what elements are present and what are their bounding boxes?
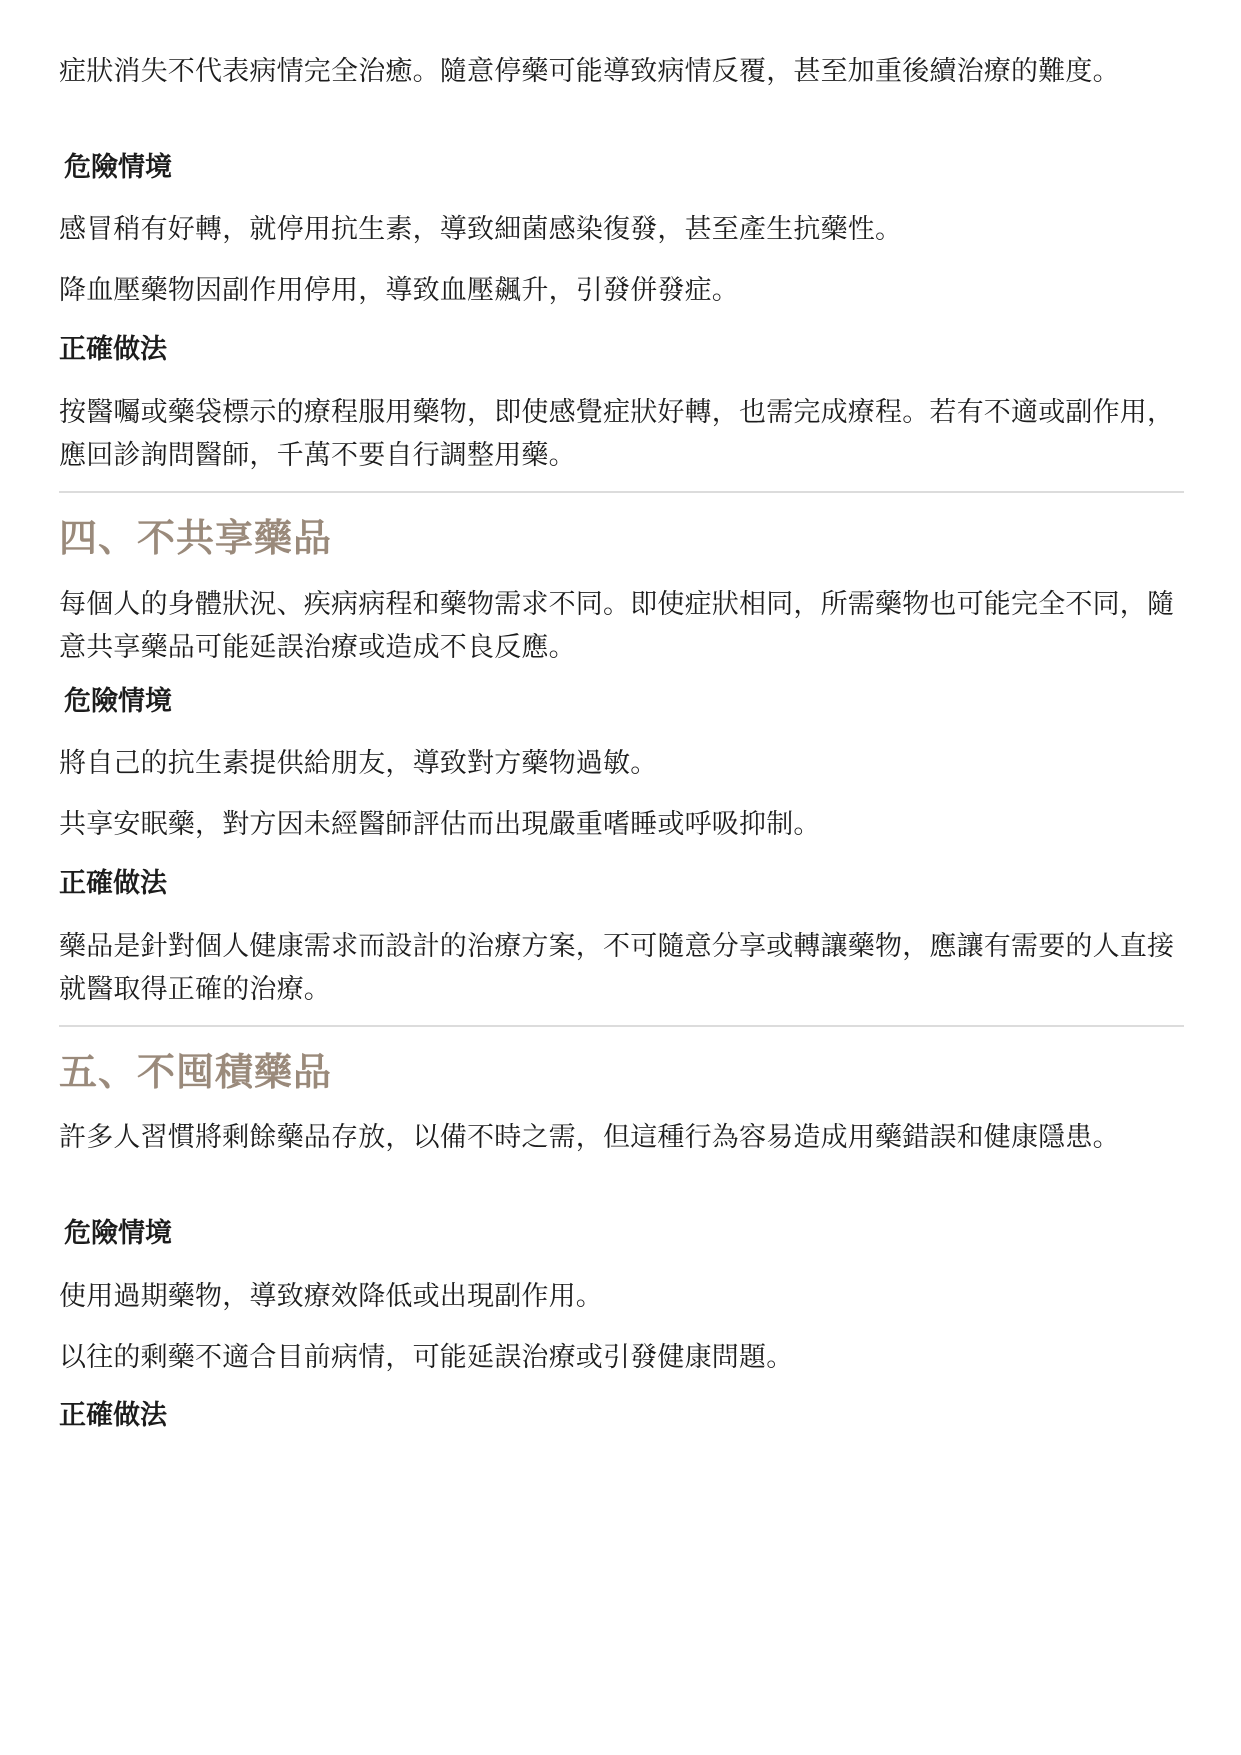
danger-label: 危險情境 <box>64 686 172 717</box>
section-heading: 五、不囤積藥品 <box>59 1050 333 1094</box>
section-intro-text: 症狀消失不代表病情完全治癒。隨意停藥可能導致病情反覆，甚至加重後續治療的難度。 <box>59 56 1120 87</box>
danger-item: 以往的剩藥不適合目前病情，可能延誤治療或引發健康問題。 <box>59 1342 794 1373</box>
section-intro-text: 許多人習慣將剩餘藥品存放，以備不時之需，但這種行為容易造成用藥錯誤和健康隱患。 <box>59 1122 1120 1153</box>
danger-item: 使用過期藥物，導致療效降低或出現副作用。 <box>59 1281 603 1312</box>
section-heading: 四、不共享藥品 <box>59 516 333 560</box>
correct-label: 正確做法 <box>59 334 167 365</box>
correct-label: 正確做法 <box>59 868 167 899</box>
danger-item: 感冒稍有好轉，就停用抗生素，導致細菌感染復發，甚至產生抗藥性。 <box>59 214 903 245</box>
danger-item: 降血壓藥物因副作用停用，導致血壓飆升，引發併發症。 <box>59 275 739 306</box>
danger-item: 將自己的抗生素提供給朋友，導致對方藥物過敏。 <box>59 748 658 779</box>
danger-label: 危險情境 <box>64 1218 172 1249</box>
danger-item: 共享安眠藥，對方因未經醫師評估而出現嚴重嗜睡或呼吸抑制。 <box>59 809 821 840</box>
correct-label: 正確做法 <box>59 1400 167 1431</box>
correct-text: 按醫囑或藥袋標示的療程服用藥物，即使感覺症狀好轉，也需完成療程。若有不適或副作用，應回診詢問醫師，千萬不要自行調整用藥。 <box>59 397 1175 471</box>
section-divider <box>59 1025 1184 1027</box>
correct-text: 藥品是針對個人健康需求而設計的治療方案，不可隨意分享或轉讓藥物，應讓有需要的人直接就醫取得正確的治療。 <box>59 931 1175 1005</box>
section-divider <box>59 491 1184 493</box>
section-intro-text: 每個人的身體狀況、疾病病程和藥物需求不同。即使症狀相同，所需藥物也可能完全不同，隨意共享藥品可能延誤治療或造成不良反應。 <box>59 589 1175 663</box>
danger-label: 危險情境 <box>64 152 172 183</box>
